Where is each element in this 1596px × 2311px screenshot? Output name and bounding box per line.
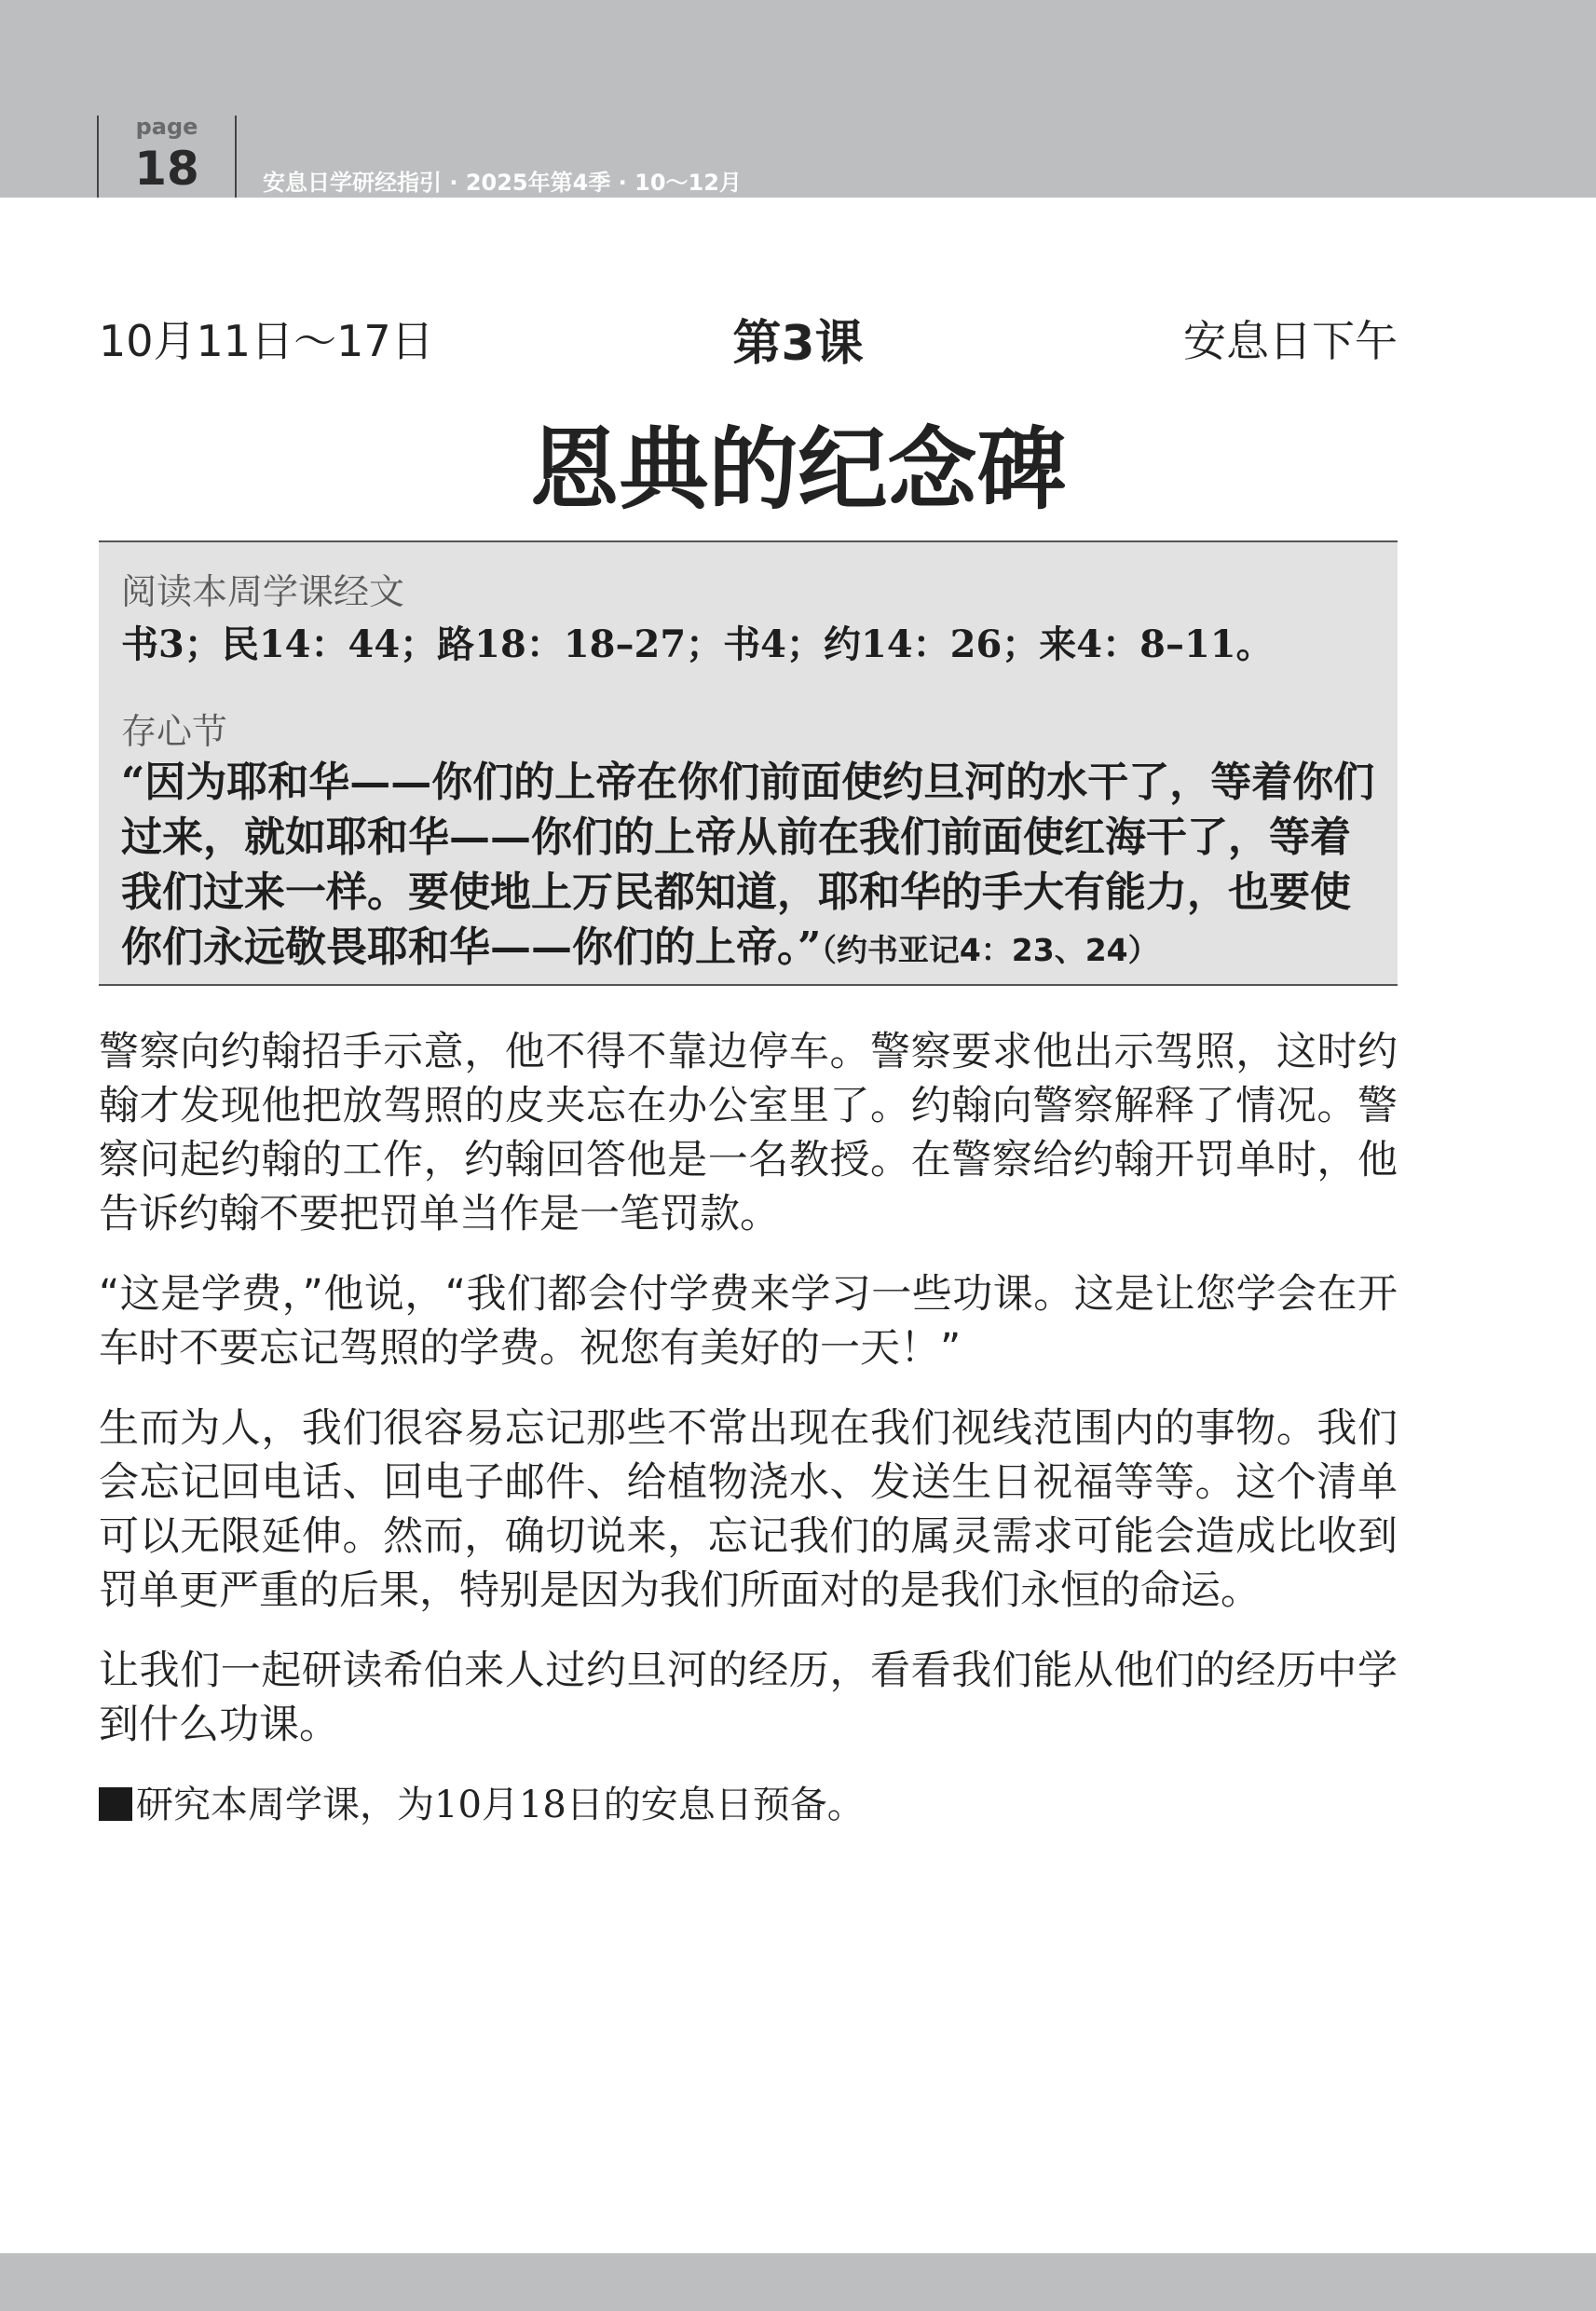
lesson-day-label: 安息日下午 <box>1183 316 1398 366</box>
page-title: 恩典的纪念碑 <box>529 417 1067 522</box>
reading-references: 书3；民14：44；路18：18–27；书4；约14：26；来4：8–11。 <box>121 622 1274 666</box>
scripture-box <box>99 540 1398 986</box>
header-divider <box>235 116 237 198</box>
paragraph: 让我们一起研读希伯来人过约旦河的经历，看看我们能从他们的经历中学到什么功课。 <box>99 1648 1398 1748</box>
memory-verse <box>121 755 1379 978</box>
closing-note-text: 研究本周学课，为10月18日的安息日预备。 <box>136 1784 865 1826</box>
memory-verse-text: “因为耶和华——你们的上帝在你们前面使约旦河的水干了，等着你们过来，就如耶和华——你们的上帝从前在我们前面使红海干了，等着我们过来一样。要使地上万民都知道，耶和华的手大有能力，也要使你们永远敬畏耶和华——你们的上帝。” <box>121 759 1375 971</box>
lesson-date-range: 10月11日～17日 <box>99 316 434 366</box>
paragraph: “这是学费，”他说，“我们都会付学费来学习一些功课。这是让您学会在开车时不要忘记驾照的学费。祝您有美好的一天！” <box>99 1271 1398 1372</box>
paragraph: 生而为人，我们很容易忘记那些不常出现在我们视线范围内的事物。我们会忘记回电话、回电子邮件、给植物浇水、发送生日祝福等等。这个清单可以无限延伸。然而，确切说来，忘记我们的属灵需求可能会造成比收到罚单更严重的后果，特别是因为我们所面对的是我们永恒的命运。 <box>99 1405 1398 1614</box>
paragraph: 警察向约翰招手示意，他不得不靠边停车。警察要求他出示驾照，这时约翰才发现他把放驾照的皮夹忘在办公室里了。约翰向警察解释了情况。警察问起约翰的工作，约翰回答他是一名教授。在警察给约翰开罚单时，他告诉约翰不要把罚单当作是一笔罚款。 <box>99 1029 1398 1238</box>
memory-verse-heading: 存心节 <box>121 711 228 752</box>
page-label: page <box>135 114 198 140</box>
page-number: 18 <box>134 142 199 196</box>
reading-heading: 阅读本周学课经文 <box>121 571 405 612</box>
lesson-number: 第3课 <box>732 316 864 372</box>
body-text <box>99 1025 1398 1832</box>
header-band <box>0 0 1596 198</box>
closing-note <box>99 1778 1398 1832</box>
footer-band <box>0 2253 1596 2311</box>
running-header: 安息日学研经指引 · 2025年第4季 · 10～12月 <box>263 170 742 196</box>
square-bullet-icon <box>99 1787 132 1821</box>
memory-verse-reference: （约书亚记4：23、24） <box>821 932 1159 968</box>
